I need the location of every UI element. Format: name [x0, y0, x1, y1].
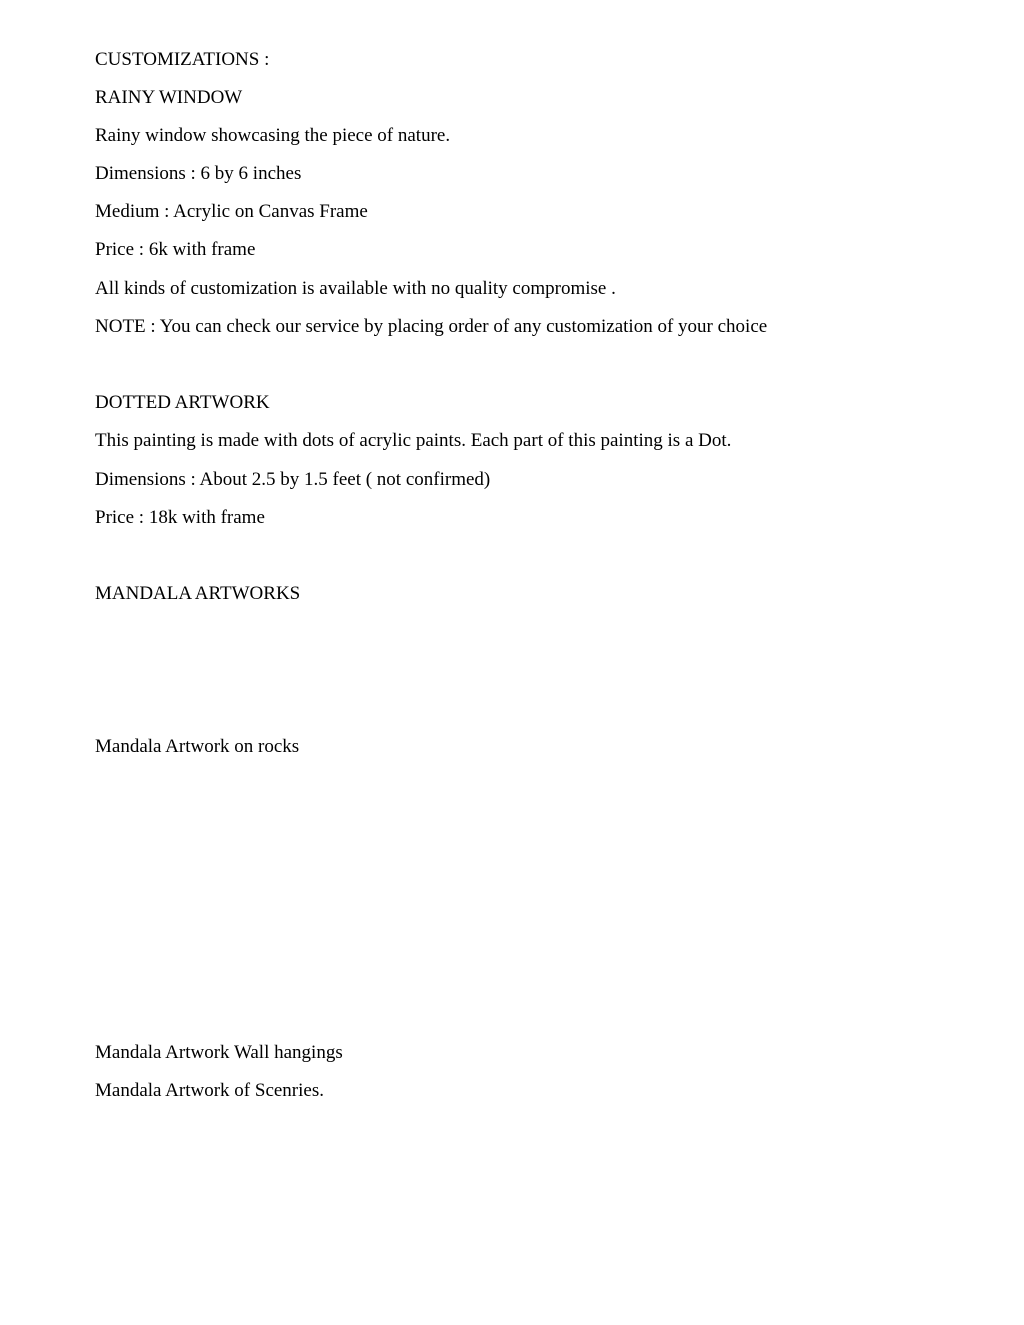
mandala-artworks-heading: MANDALA ARTWORKS: [95, 583, 301, 604]
mandala-item-wall-hangings: Mandala Artwork Wall hangings: [95, 1042, 343, 1063]
page-title: CUSTOMIZATIONS :: [95, 49, 270, 70]
rainy-window-description: Rainy window showcasing the piece of nature.: [95, 125, 451, 146]
dotted-artwork-price: Price : 18k with frame: [95, 507, 265, 528]
mandala-item-rocks: Mandala Artwork on rocks: [95, 736, 300, 757]
dotted-artwork-dimensions: Dimensions : About 2.5 by 1.5 feet ( not confirmed): [95, 469, 491, 490]
customization-text: All kinds of customization is available with no quality compromise .: [95, 278, 616, 299]
rainy-window-heading: RAINY WINDOW: [95, 87, 243, 108]
rainy-window-medium: Medium : Acrylic on Canvas Frame: [95, 201, 368, 222]
rainy-window-dimensions: Dimensions : 6 by 6 inches: [95, 163, 302, 184]
mandala-item-scenries: Mandala Artwork of Scenries.: [95, 1080, 324, 1101]
note-text: NOTE : You can check our service by placing order of any customization of your choice: [95, 316, 768, 337]
dotted-artwork-description: This painting is made with dots of acrylic paints. Each part of this painting is a Dot.: [95, 430, 732, 451]
dotted-artwork-heading: DOTTED ARTWORK: [95, 392, 270, 413]
rainy-window-price: Price : 6k with frame: [95, 239, 256, 260]
